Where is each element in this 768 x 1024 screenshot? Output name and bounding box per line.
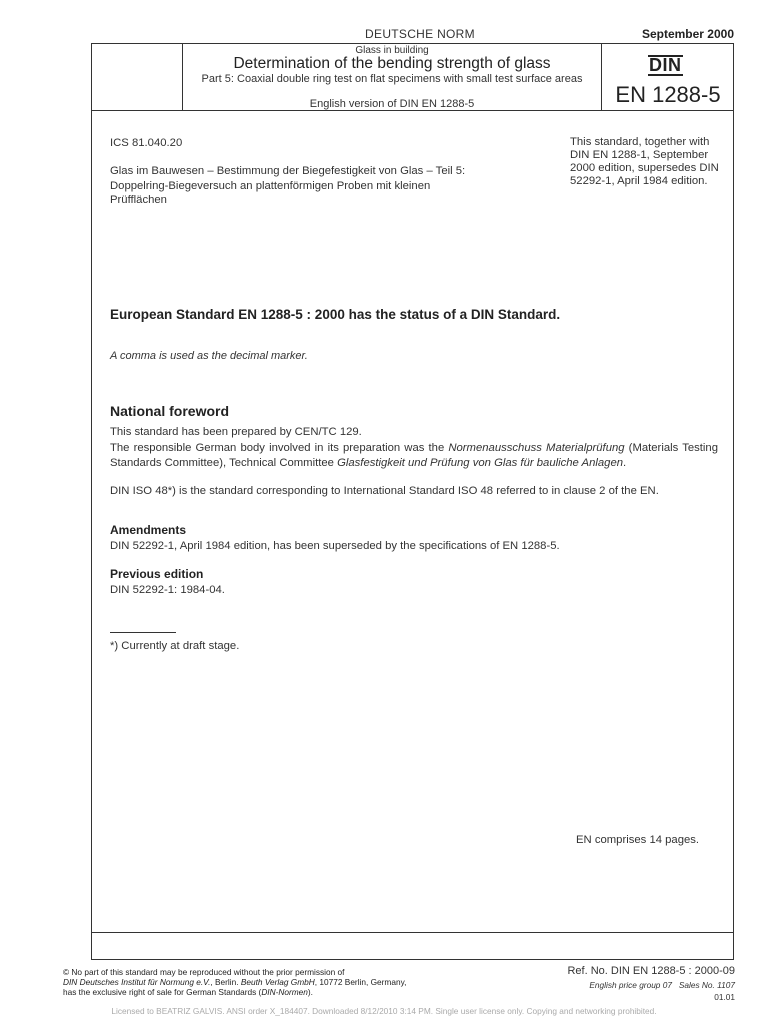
din-logo: [648, 55, 683, 76]
beuth-verlag-name: Beuth Verlag GmbH: [240, 977, 315, 987]
publication-date: September 2000: [641, 27, 734, 41]
sales-number: Sales No. 1107: [678, 980, 735, 990]
part-title: Part 5: Coaxial double ring test on flat specimens with small test surface areas: [201, 73, 583, 85]
revision-code: 01.01: [714, 992, 735, 1002]
committee-german-name: Normenausschuss Materialprüfung: [448, 442, 625, 454]
english-version: English version of DIN EN 1288-5: [309, 98, 475, 110]
previous-edition-heading: Previous edition: [110, 567, 204, 581]
title-divider-right: [601, 43, 602, 111]
price-group: English price group 07: [589, 980, 672, 990]
footer-rule: [91, 932, 734, 933]
foreword-paragraph-3: DIN ISO 48*) is the standard corresponding to International Standard ISO 48 referred to in clause 2 of the EN.: [110, 485, 659, 497]
copyright-text: ).: [307, 987, 313, 997]
technical-committee-name: Glasfestigkeit und Prüfung von Glas für bauliche Anlagen: [337, 456, 624, 469]
foreword-paragraph-1: This standard has been prepared by CEN/TC 129.: [110, 426, 362, 438]
standard-number: EN 1288-5: [615, 82, 721, 107]
national-foreword-heading: National foreword: [110, 403, 230, 419]
ics-code: ICS 81.040.20: [110, 137, 183, 149]
amendments-text: DIN 52292-1, April 1984 edition, has been superseded by the specifications of EN 1288-5.: [110, 540, 560, 552]
page-count-note: EN comprises 14 pages.: [576, 834, 700, 846]
copyright-line-1: [63, 967, 483, 977]
copyright-icon: ©: [63, 967, 70, 977]
previous-edition-text: DIN 52292-1: 1984-04.: [110, 584, 225, 596]
foreword-text: (Materials Testing Standards Committee), Technical Committee: [110, 442, 718, 469]
foreword-text: The responsible German body involved in its preparation was the: [110, 442, 449, 454]
title-overline: Glass in building: [355, 45, 429, 56]
price-info: [520, 980, 735, 990]
footnote-rule: [110, 632, 176, 633]
foreword-paragraph-2: [110, 441, 718, 470]
decimal-marker-note: A comma is used as the decimal marker.: [110, 350, 308, 362]
german-title: Glas im Bauwesen – Bestimmung der Biegefestigkeit von Glas – Teil 5: Doppelring-Biegeversuch an plattenförmigen Proben mit kleinen Prüfflächen: [110, 165, 466, 206]
din-logo-text: DIN: [649, 55, 682, 75]
european-standard-status: European Standard EN 1288-5 : 2000 has the status of a DIN Standard.: [110, 307, 561, 322]
copyright-line-3: [63, 987, 483, 997]
reference-number: Ref. No. DIN EN 1288-5 : 2000-09: [567, 965, 735, 977]
copyright-notice: [63, 967, 483, 997]
copyright-text: No part of this standard may be reproduced without the prior permission of: [69, 967, 345, 977]
amendments-heading: Amendments: [110, 523, 187, 537]
copyright-text: has the exclusive right of sale for German Standards (: [63, 987, 262, 997]
norm-label: DEUTSCHE NORM: [365, 27, 475, 41]
license-watermark: Licensed to BEATRIZ GALVIS. ANSI order X_184407. Downloaded 8/12/2010 3:14 PM. Single user license only. Copying and networking prohibited.: [111, 1006, 657, 1016]
copyright-line-2: [63, 977, 483, 987]
footnote: *) Currently at draft stage.: [110, 640, 240, 652]
foreword-text: .: [623, 456, 627, 469]
copyright-text: , 10772 Berlin, Germany,: [314, 977, 407, 987]
copyright-text: , Berlin.: [210, 977, 241, 987]
document-title: Determination of the bending strength of glass: [233, 55, 551, 72]
supersedes-note: This standard, together with DIN EN 1288-1, September 2000 edition, supersedes DIN 52292-1, April 1984 edition.: [570, 136, 719, 187]
din-normen-label: DIN-Normen: [261, 987, 308, 997]
din-institute-name: DIN Deutsches Institut für Normung e.V.: [63, 977, 211, 987]
